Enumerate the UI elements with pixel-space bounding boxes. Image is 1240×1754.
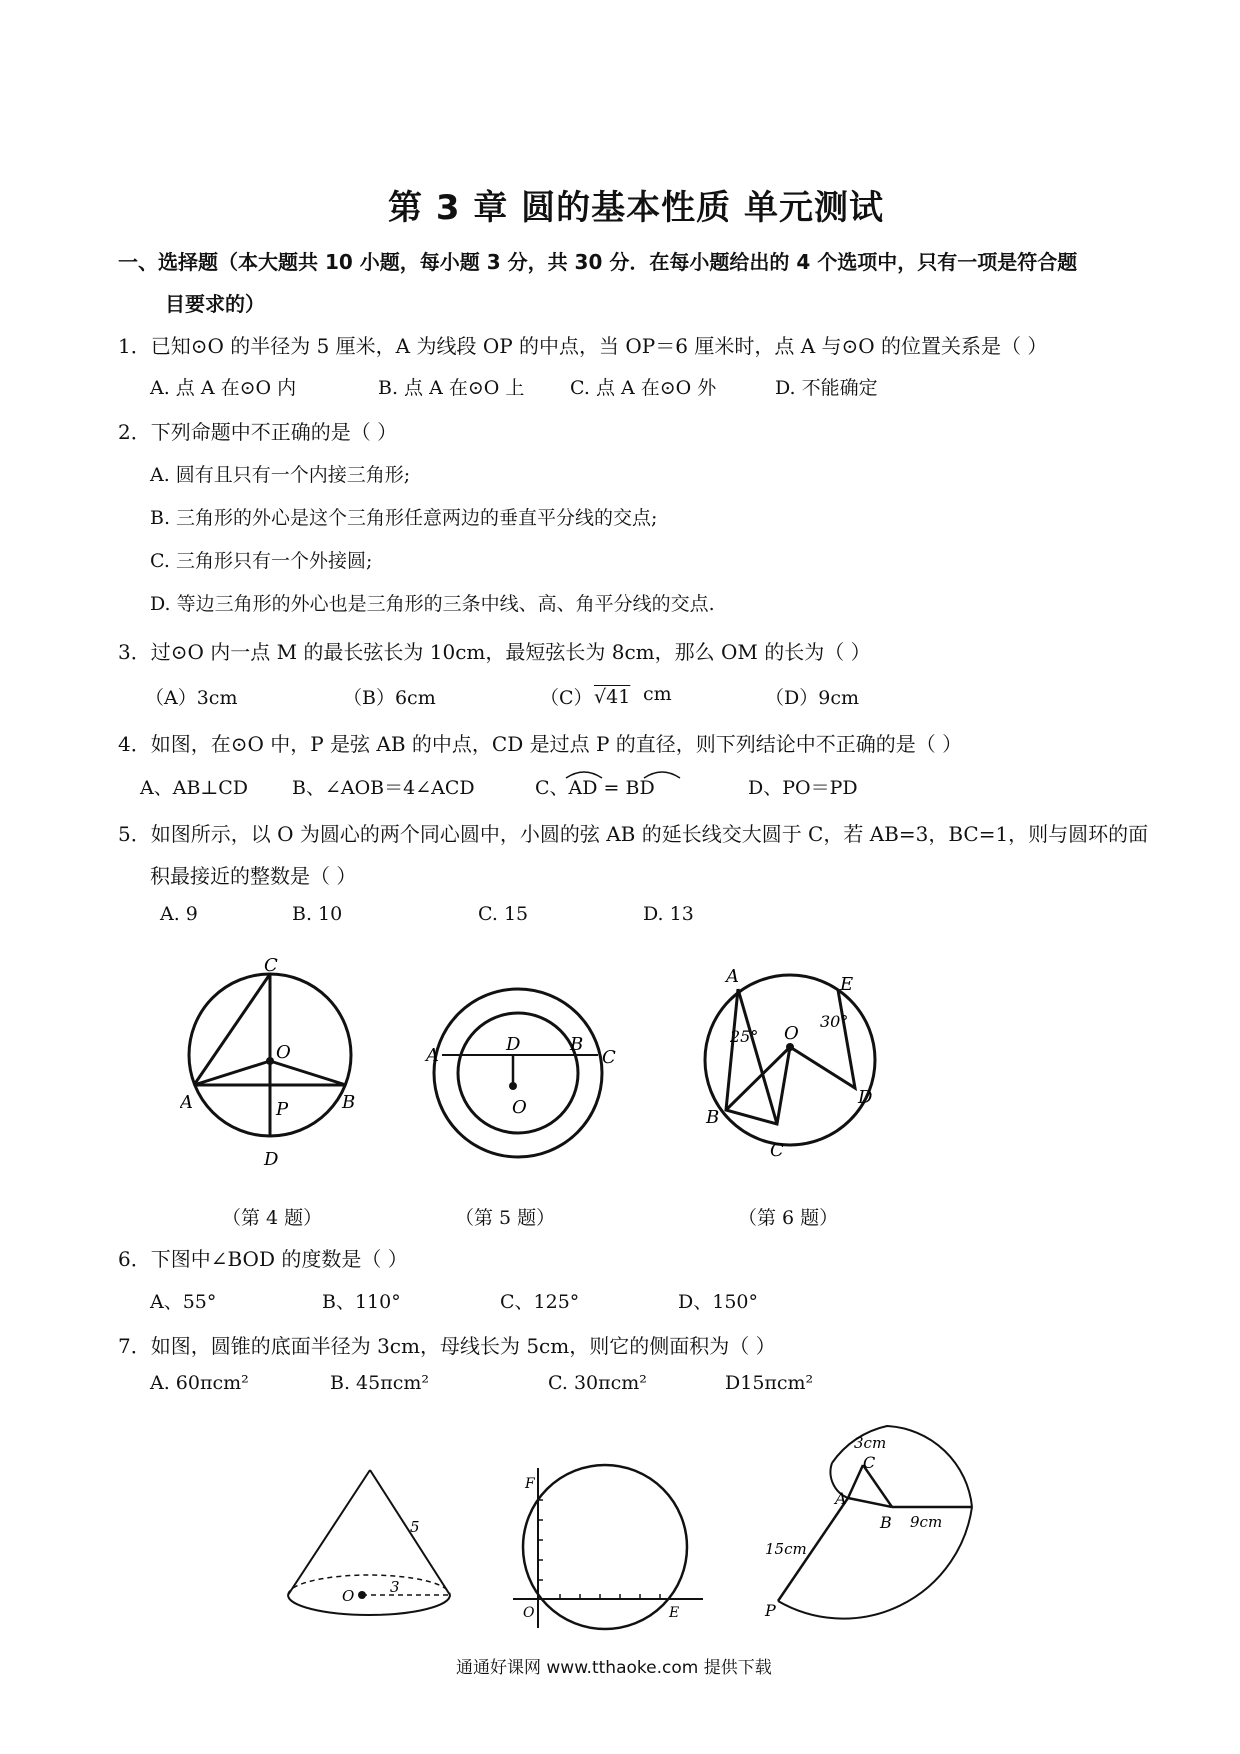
cone-label-slant: 5 xyxy=(410,1518,420,1536)
question-6-stem: 6．下图中∠BOD 的度数是（ ） xyxy=(118,1247,408,1271)
fig4-segment-ca xyxy=(194,974,270,1085)
question-7-option-c: C. 30πcm² xyxy=(548,1372,647,1394)
question-4-stem: 4．如图，在⊙O 中，P 是弦 AB 的中点，CD 是过点 P 的直径，则下列结论中不正确的是（ ） xyxy=(118,732,963,756)
question-5-option-c: C. 15 xyxy=(478,903,529,925)
axes-figure-circle xyxy=(523,1465,687,1629)
question-7-stem: 7．如图，圆锥的底面半径为 3cm，母线长为 5cm，则它的侧面积为（ ） xyxy=(118,1334,776,1358)
cone-base-front xyxy=(288,1595,450,1615)
rope-spiral-large-arc xyxy=(832,1426,972,1507)
question-1-option-d: D. 不能确定 xyxy=(775,377,878,399)
fig5-label-d: D xyxy=(506,1034,521,1055)
rope-spiral-line-ac xyxy=(848,1465,863,1498)
question-3-option-d: （D）9cm xyxy=(765,687,859,709)
figure-rope-spiral xyxy=(755,1420,980,1645)
question-4-option-d: D、PO＝PD xyxy=(748,777,858,799)
caption-question-6: （第 6 题） xyxy=(738,1207,839,1229)
question-6-option-d: D、150° xyxy=(678,1291,758,1313)
fig4-label-b: B xyxy=(342,1092,356,1113)
question-2-stem: 2．下列命题中不正确的是（ ） xyxy=(118,420,398,444)
arc-marks xyxy=(560,766,690,780)
fig6-label-a: A xyxy=(726,966,739,987)
caption-question-5: （第 5 题） xyxy=(455,1207,556,1229)
question-4-option-a: A、AB⊥CD xyxy=(140,777,249,799)
rope-spiral-label-a: A xyxy=(835,1489,847,1508)
fig4-label-p: P xyxy=(276,1099,289,1120)
axes-figure-label-o: O xyxy=(523,1605,535,1621)
fig6-label-o: O xyxy=(784,1023,799,1044)
rope-spiral-label-15cm: 15cm xyxy=(765,1540,807,1558)
fig6-label-e: E xyxy=(840,974,854,995)
page-footer: 通通好课网 www.tthaoke.com 提供下载 xyxy=(456,1658,772,1678)
fig5-label-a: A xyxy=(426,1045,439,1066)
fig4-label-d: D xyxy=(264,1149,279,1170)
figure-axes-circle xyxy=(505,1460,705,1635)
question-3-option-c-unit: cm xyxy=(643,683,672,705)
fig6-label-angle2: 30° xyxy=(820,1012,849,1031)
fig4-label-a: A xyxy=(180,1092,193,1113)
fig5-label-c: C xyxy=(602,1047,616,1068)
fig4-label-o: O xyxy=(276,1042,291,1063)
cone-center-point xyxy=(358,1591,366,1599)
cone-left-edge xyxy=(288,1470,370,1595)
axes-figure-label-f: F xyxy=(525,1476,535,1492)
fig6-center-point xyxy=(786,1043,794,1051)
question-2-option-d: D. 等边三角形的外心也是三角形的三条中线、高、角平分线的交点. xyxy=(150,593,715,615)
question-3-option-c-radical: √41 xyxy=(594,686,631,708)
question-3-option-c: （C） xyxy=(540,687,593,709)
question-5-stem-cont: 积最接近的整数是（ ） xyxy=(150,864,357,888)
fig6-label-angle1: 25° xyxy=(730,1027,759,1046)
figure-question-4 xyxy=(180,955,360,1175)
rope-spiral-label-p: P xyxy=(765,1601,776,1620)
fig5-center-point xyxy=(509,1082,517,1090)
fig5-label-o: O xyxy=(512,1097,527,1118)
rope-spiral-label-9cm: 9cm xyxy=(910,1513,943,1531)
question-6-option-a: A、55° xyxy=(150,1291,217,1313)
question-1-stem: 1．已知⊙O 的半径为 5 厘米，A 为线段 OP 的中点，当 OP＝6 厘米时，点 A 与⊙O 的位置关系是（ ） xyxy=(118,334,1048,358)
cone-label-radius: 3 xyxy=(390,1578,400,1596)
question-2-option-b: B. 三角形的外心是这个三角形任意两边的垂直平分线的交点; xyxy=(150,507,658,529)
fig4-segment-oa xyxy=(194,1061,270,1085)
figure-question-6 xyxy=(690,960,900,1170)
fig4-label-c: C xyxy=(264,955,278,976)
rope-spiral-label-b: B xyxy=(880,1513,892,1532)
fig4-segment-ob xyxy=(270,1061,346,1085)
page-title: 第 3 章 圆的基本性质 单元测试 xyxy=(388,188,885,228)
section-heading: 一、选择题（本大题共 10 小题，每小题 3 分，共 30 分．在每小题给出的 4 个选项中，只有一项是符合题 xyxy=(118,250,1078,274)
question-1-option-a: A. 点 A 在⊙O 内 xyxy=(150,377,297,399)
cone-base-back xyxy=(288,1575,450,1595)
question-7-option-a: A. 60πcm² xyxy=(150,1372,249,1394)
question-7-option-b: B. 45πcm² xyxy=(330,1372,429,1394)
fig5-label-b: B xyxy=(570,1034,584,1055)
fig4-center-point xyxy=(266,1057,274,1065)
question-2-option-a: A. 圆有且只有一个内接三角形; xyxy=(150,464,411,486)
question-1-option-c: C. 点 A 在⊙O 外 xyxy=(570,377,717,399)
question-6-option-c: C、125° xyxy=(500,1291,580,1313)
axes-figure-label-e: E xyxy=(669,1605,680,1621)
figure-question-5 xyxy=(420,985,620,1165)
axes-figure-ticks xyxy=(538,1500,660,1599)
rope-spiral-label-c: C xyxy=(863,1453,876,1472)
fig6-label-c: C xyxy=(770,1140,784,1161)
rope-spiral-label-3cm: 3cm xyxy=(854,1434,887,1452)
figure-cone xyxy=(282,1460,462,1635)
question-5-option-b: B. 10 xyxy=(292,903,343,925)
question-3-option-a: （A）3cm xyxy=(145,687,238,709)
fig6-label-b: B xyxy=(706,1107,720,1128)
cone-label-o: O xyxy=(342,1587,355,1605)
rope-spiral-outer-arc xyxy=(778,1507,972,1619)
fig6-segment-ac xyxy=(738,989,777,1124)
question-4-option-b: B、∠AOB＝4∠ACD xyxy=(292,777,475,799)
fig6-label-d: D xyxy=(858,1087,873,1108)
question-5-option-d: D. 13 xyxy=(643,903,694,925)
question-1-option-b: B. 点 A 在⊙O 上 xyxy=(378,377,525,399)
question-2-option-c: C. 三角形只有一个外接圆; xyxy=(150,550,373,572)
question-6-option-b: B、110° xyxy=(322,1291,401,1313)
question-4-option-c: C、AD = BD xyxy=(535,777,655,799)
question-5-stem: 5．如图所示，以 O 为圆心的两个同心圆中，小圆的弦 AB 的延长线交大圆于 C，若 AB=3，BC=1，则与圆环的面 xyxy=(118,822,1149,846)
question-3-option-b: （B）6cm xyxy=(343,687,436,709)
caption-question-4: （第 4 题） xyxy=(222,1207,323,1229)
question-3-stem: 3．过⊙O 内一点 M 的最长弦长为 10cm，最短弦长为 8cm，那么 OM 的长为（ ） xyxy=(118,640,871,664)
section-heading-cont: 目要求的） xyxy=(165,292,265,316)
question-5-option-a: A. 9 xyxy=(160,903,198,925)
question-7-option-d: D15πcm² xyxy=(725,1372,814,1394)
